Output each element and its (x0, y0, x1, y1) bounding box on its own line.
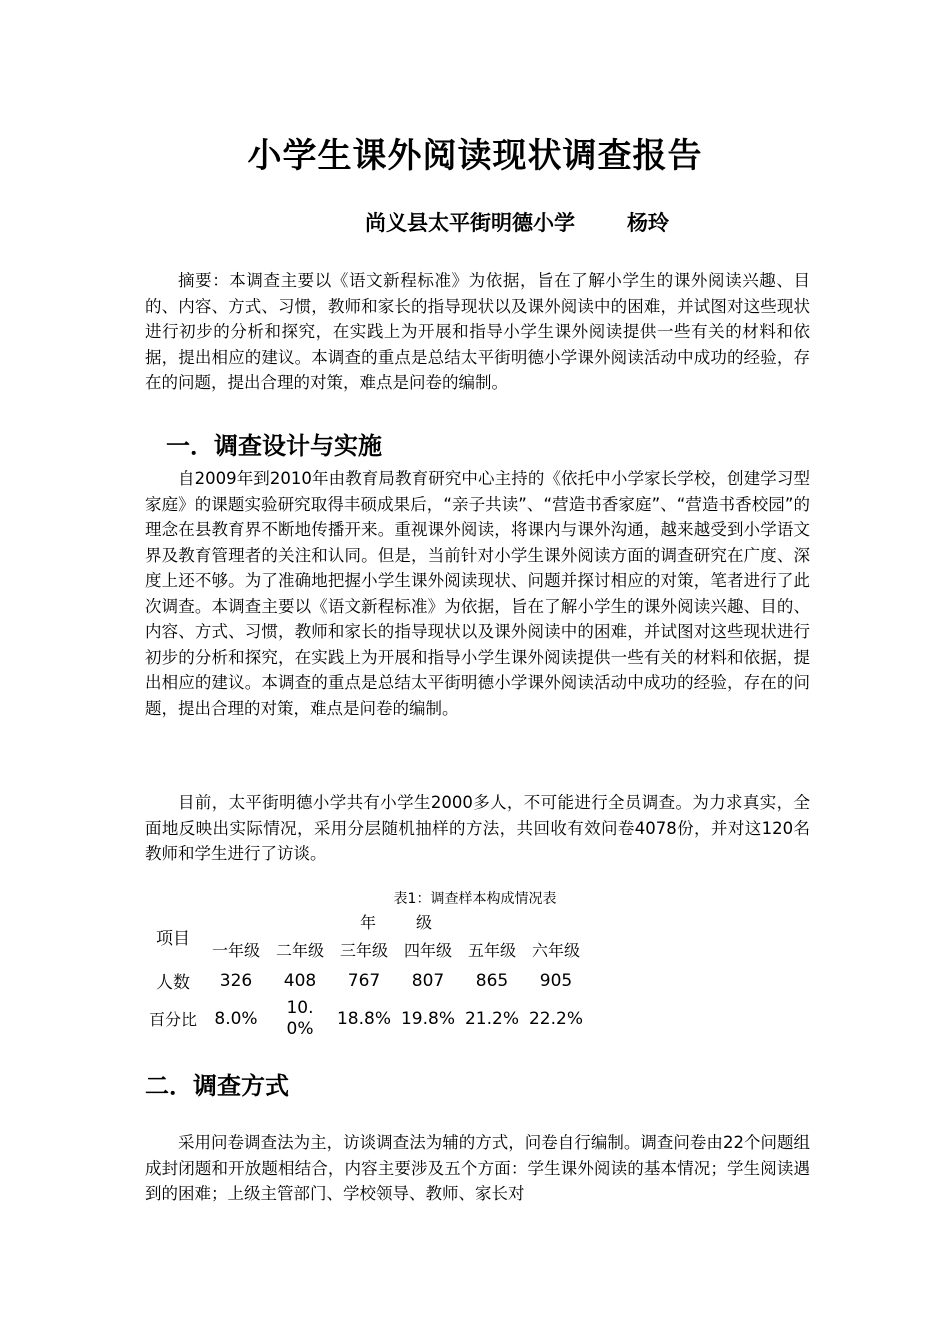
section1-paragraph-1: 自2009年到2010年由教育局教育研究中心主持的《依托中小学家长学校，创建学习型家庭》的课题实验研究取得丰硕成果后，“亲子共读”、“营造书香家庭”、“营造书香校园”的理念在县教育界不断地传播开来。重视课外阅读，将课内与课外沟通，越来越受到小学语文界及教育管理者的关注和认同。但是，当前针对小学生课外阅读方面的调查研究在广度、深度上还不够。为了准确地把握小学生课外阅读现状、问题并探讨相应的对策，笔者进行了此次调查。本调查主要以《语文新程标准》为依据，旨在了解小学生的课外阅读兴趣、目的、内容、方式、习惯，教师和家长的指导现状以及课外阅读中的困难，并试图对这些现状进行初步的分析和探究，在实践上为开展和指导小学生课外阅读提供一些有关的材料和依据，提出相应的建议。本调查的重点是总结太平街明德小学课外阅读活动中成功的经验，存在的问题，提出合理的对策，难点是问卷的编制。 (145, 469, 810, 718)
grade-names-row (142, 935, 588, 964)
section1-heading: 一．调查设计与实施 (166, 432, 382, 460)
count-cell: 326 (219, 970, 253, 991)
percent-cell: 18.8% (336, 1008, 391, 1029)
percent-cell: 21.2% (464, 1008, 519, 1029)
sample-composition-table (142, 908, 588, 1041)
percent-cell (268, 997, 332, 1041)
grade-cell: 六年级 (531, 941, 580, 960)
author-school: 尚义县太平街明德小学 (365, 211, 575, 235)
grade-cell: 五年级 (467, 941, 516, 960)
grade-cell: 一年级 (211, 941, 260, 960)
author-name: 杨玲 (627, 211, 669, 235)
author-line (365, 207, 669, 237)
grade-cell: 三年级 (339, 941, 388, 960)
section1-paragraph-2: 目前，太平街明德小学共有小学生2000多人，不可能进行全员调查。为力求真实，全面地反映出实际情况，采用分层随机抽样的方法，共回收有效问卷4078份，并对这120名教师和学生进行了访谈。 (145, 793, 810, 863)
grade-header-cell: 年级 (359, 913, 472, 932)
item-label-cell: 项目 (156, 928, 190, 949)
percent-label-cell: 百分比 (148, 1009, 197, 1029)
count-cell: 905 (539, 970, 573, 991)
abstract-paragraph: 摘要：本调查主要以《语文新程标准》为依据，旨在了解小学生的课外阅读兴趣、目的、内容、方式、习惯，教师和家长的指导现状以及课外阅读中的困难，并试图对这些现状进行初步的分析和探究，在实践上为开展和指导小学生课外阅读提供一些有关的材料和依据，提出相应的建议。本调查的重点是总结太平街明德小学课外阅读活动中成功的经验，存在的问题，提出合理的对策，难点是问卷的编制。 (145, 271, 810, 392)
document-title: 小学生课外阅读现状调查报告 (247, 136, 703, 176)
grade-cell: 四年级 (403, 941, 452, 960)
count-cell: 767 (347, 970, 381, 991)
count-cell: 865 (475, 970, 509, 991)
count-row (142, 964, 588, 997)
percent-cell: 22.2% (528, 1008, 583, 1029)
count-label-cell: 人数 (156, 973, 190, 993)
section2-paragraph-1: 采用问卷调查法为主，访谈调查法为辅的方式，问卷自行编制。调查问卷由22个问题组成封闭题和开放题相结合，内容主要涉及五个方面：学生课外阅读的基本情况；学生阅读遇到的困难；上级主管部门、学校领导、教师、家长对 (145, 1133, 810, 1203)
table-header-row (142, 908, 588, 935)
count-cell: 807 (411, 970, 445, 991)
percent-cell: 19.8% (400, 1008, 455, 1029)
percent-row (142, 997, 588, 1041)
count-cell: 408 (283, 970, 317, 991)
table-caption: 表1：调查样本构成情况表 (393, 891, 557, 907)
grade-cell: 二年级 (275, 941, 324, 960)
percent-cell: 8.0% (214, 1008, 258, 1029)
percent-cell-text: 10.0% (286, 998, 314, 1039)
section2-heading: 二．调查方式 (145, 1072, 289, 1100)
